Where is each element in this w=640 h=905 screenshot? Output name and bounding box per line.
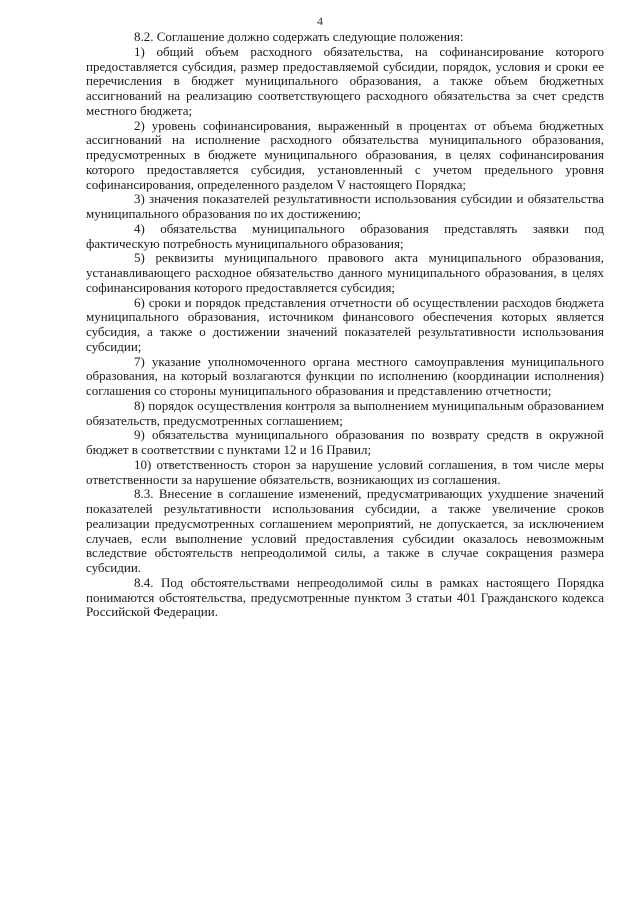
list-item-1: 1) общий объем расходного обязательства, на софинансирование которого предоставляется субсидия, размер предоставляемой субсидии, порядок, условия и сроки ее перечисления в бюджет муниципального образования, а также объем бюджетных ассигнований на реализацию соответствующего расходного обязательства за счет средств местного бюджета; xyxy=(86,43,604,118)
list-item-2: 2) уровень софинансирования, выраженный в процентах от объема бюджетных ассигнований на исполнение расходного обязательства муниципального образования, предусмотренных в бюджете муниципального образования, в целях софинансирования которого предоставляется субсидия, установленный с учетом предельного уровня софинансирования, определенного разделом V настоящего Порядка; xyxy=(86,117,604,192)
list-item-10: 10) ответственность сторон за нарушение условий соглашения, в том числе меры ответственности за нарушение обязательств, возникающих из соглашения. xyxy=(86,456,604,487)
list-item-3: 3) значения показателей результативности использования субсидии и обязательства муниципального образования по их достижению; xyxy=(86,191,604,221)
list-item-5: 5) реквизиты муниципального правового акта муниципального образования, устанавливающего расходное обязательство данного муниципального образования, в целях софинансирования которого предоставляется субсидия; xyxy=(86,250,604,295)
list-item-6: 6) сроки и порядок представления отчетности об осуществлении расходов бюджета муниципального образования, источником финансового обеспечения которых является субсидия, а также о достижении значений показателей результативности использования субсидии; xyxy=(86,294,604,354)
paragraph-8-2: 8.2. Соглашение должно содержать следующие положения: xyxy=(134,29,464,44)
list-item-4: 4) обязательства муниципального образования представлять заявки под фактическую потребность муниципального образования; xyxy=(86,220,604,251)
list-item-8: 8) порядок осуществления контроля за выполнением муниципальным образованием обязательств, предусмотренных соглашением; xyxy=(86,397,604,428)
list-item-7: 7) указание уполномоченного органа местного самоуправления муниципального образования, на который возлагаются функции по исполнению (координации исполнения) соглашения со стороны муниципального образования и представлению отчетности; xyxy=(86,353,604,398)
paragraph-8-3: 8.3. Внесение в соглашение изменений, предусматривающих ухудшение значений показателей результативности использования субсидии, а также увеличение сроков реализации предусмотренных соглашением мероприятий, не допускается, за исключением случаев, если выполнение условий предоставления субсидии оказалось невозможным вследствие обстоятельств непреодолимой силы, а также в случае сокращения размера субсидии. xyxy=(86,486,604,575)
paragraph-8-4: 8.4. Под обстоятельствами непреодолимой силы в рамках настоящего Порядка понимаются обстоятельства, предусмотренные пунктом 3 статьи 401 Гражданского кодекса Российской Федерации. xyxy=(86,574,604,620)
page-number: 4 xyxy=(317,14,323,28)
list-item-9: 9) обязательства муниципального образования по возврату средств в окружной бюджет в соответствии с пунктами 12 и 16 Правил; xyxy=(86,427,604,457)
document-body xyxy=(86,30,604,620)
